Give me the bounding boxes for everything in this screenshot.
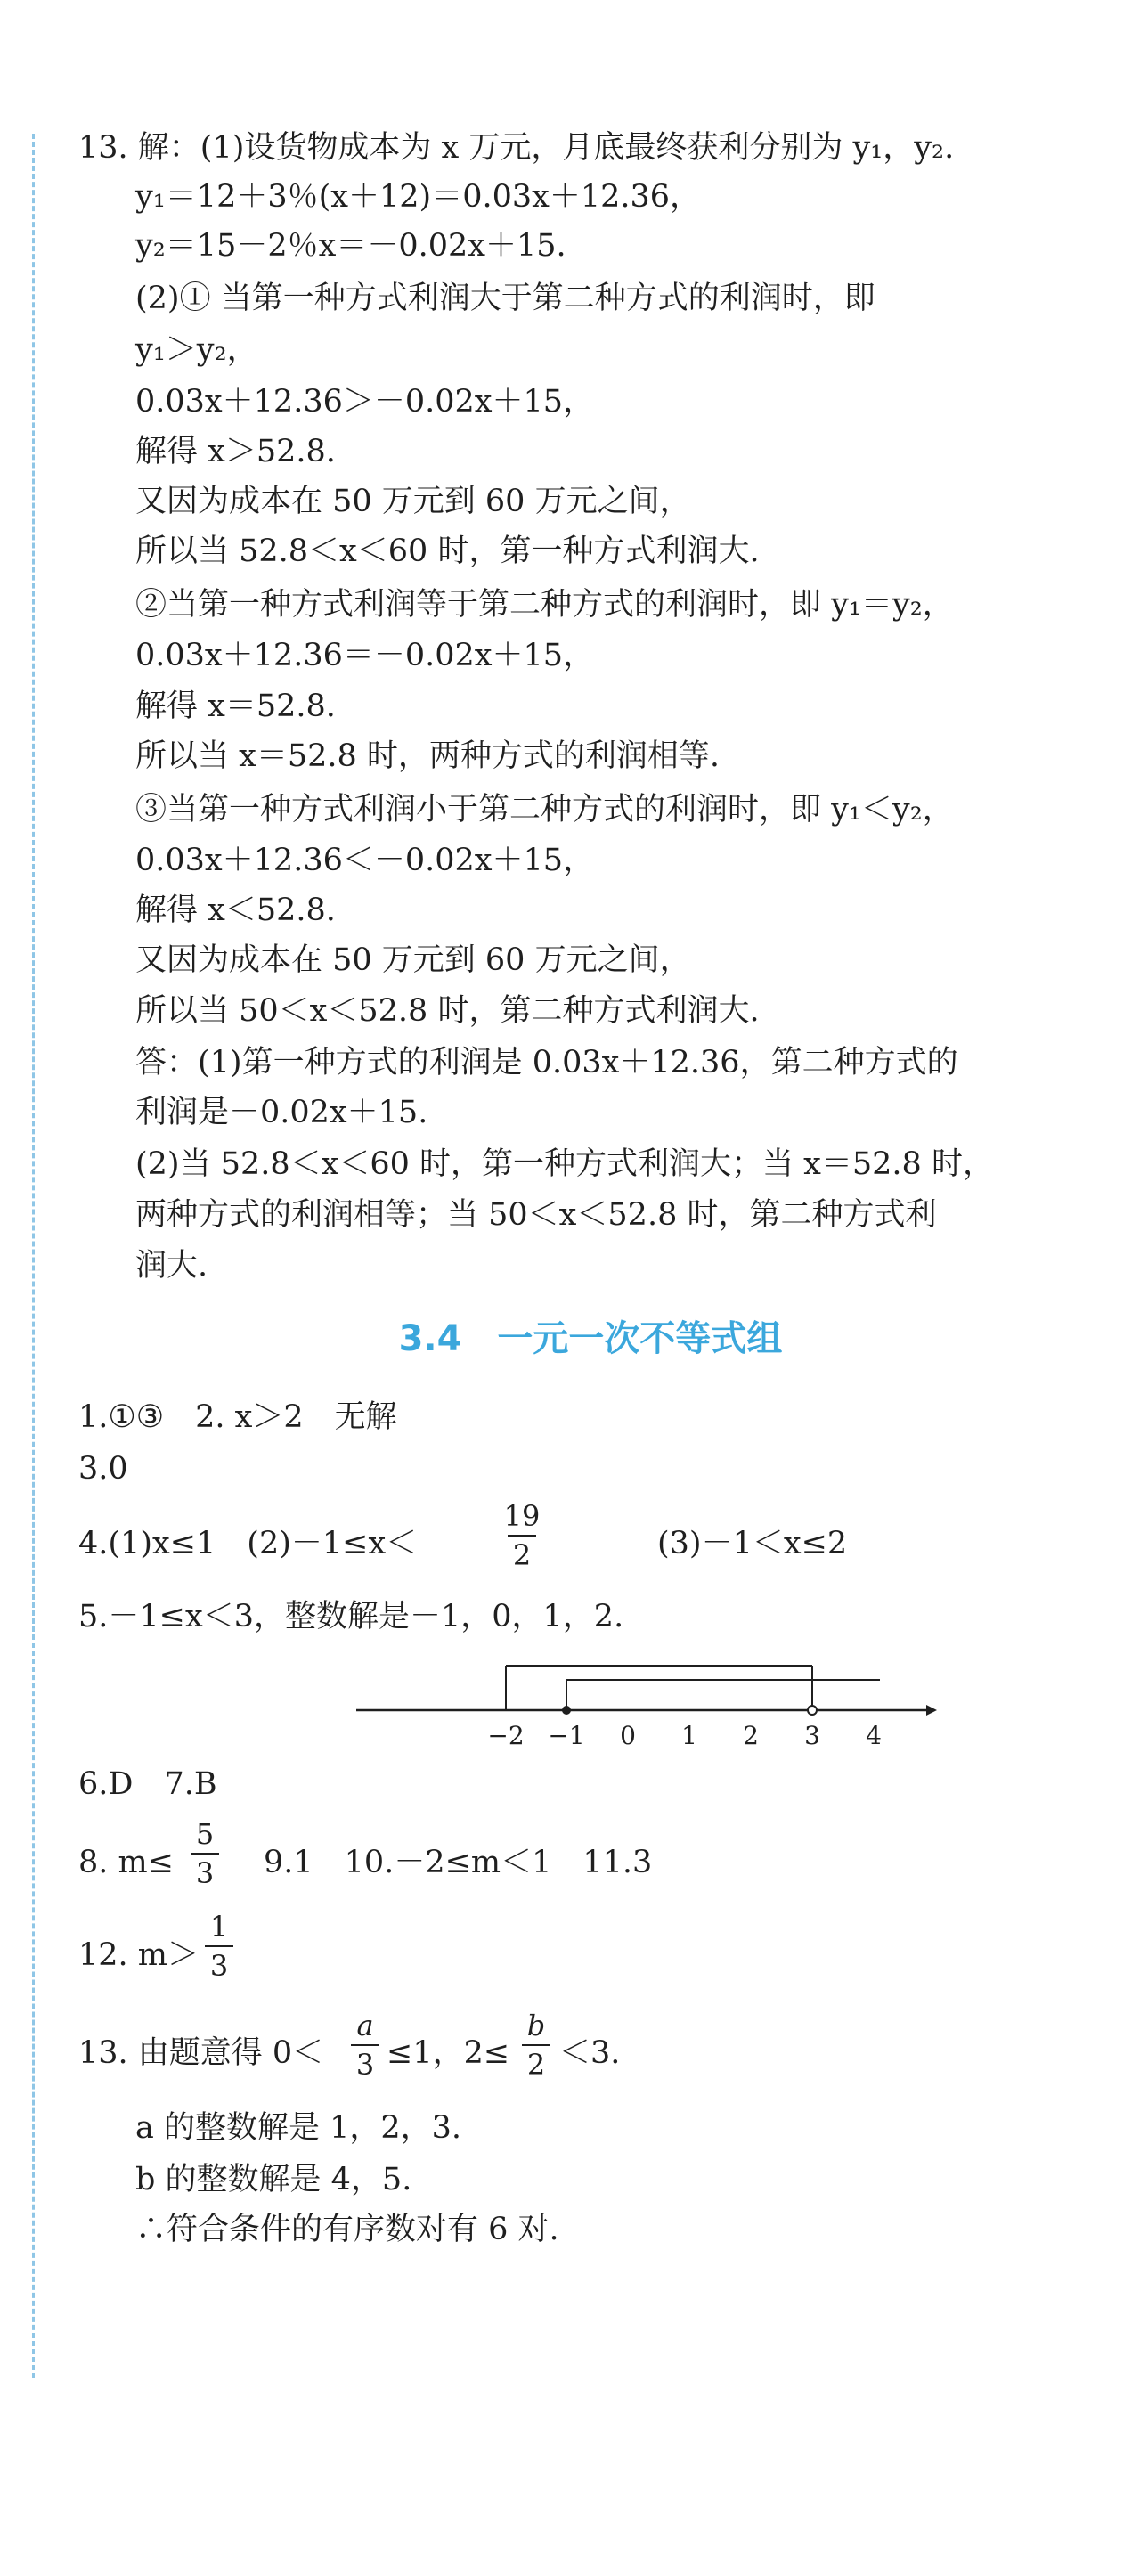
q13-line-13: 所以当 x＝52.8 时，两种方式的利润相等. [135,738,721,774]
fraction-denominator: 3 [195,1856,215,1890]
q13-line-16: 解得 x＜52.8. [135,893,336,928]
q13-line-9: 所以当 52.8＜x＜60 时，第一种方式利润大. [135,534,760,569]
q13-line-12: 解得 x＝52.8. [135,689,336,724]
answer-4-part2: (3)－1＜x≤2 [657,1526,848,1561]
tick-label: 1 [681,1721,697,1750]
section-title: 3.4 一元一次不等式组 [398,1318,783,1359]
q13-line-4: (2)① 当第一种方式利润大于第二种方式的利润时，即 [135,281,875,316]
fraction-numerator: 19 [503,1499,541,1533]
fraction-numerator: 5 [195,1817,215,1851]
fraction-numerator: 1 [209,1910,229,1944]
fraction-19-2 [502,1499,542,1574]
margin-dashed-line [32,134,35,2378]
answer-12-prefix: 12. m＞ [78,1937,199,1973]
q13-line-14: ③当第一种方式利润小于第二种方式的利润时，即 y₁＜y₂， [135,792,954,827]
fraction-bar [191,1853,219,1855]
q13-line-1: 13. 解：(1)设货物成本为 x 万元，月底最终获利分别为 y₁，y₂. [78,130,955,166]
answer-13-prefix: 13. 由题意得 0＜ [78,2035,324,2071]
fraction-denominator: 3 [355,2048,375,2082]
fraction-bar [351,2044,379,2046]
answer-8-rest: 9.1 10.－2≤m＜1 11.3 [264,1845,653,1880]
fraction-bar [522,2044,550,2046]
closed-point-icon [562,1706,571,1715]
q13-line-10: ②当第一种方式利润等于第二种方式的利润时，即 y₁＝y₂， [135,587,954,623]
q13-line-8: 又因为成本在 50 万元到 60 万元之间， [135,484,691,519]
axis-arrow-icon [926,1705,937,1716]
q13-line-2: y₁＝12＋3％(x＋12)＝0.03x＋12.36， [135,179,702,215]
tick-label: 3 [804,1721,820,1750]
answer-13-line-3: b 的整数解是 4，5. [135,2162,412,2197]
fraction-bar [205,1945,233,1947]
answer-1-2: 1.①③ 2. x＞2 无解 [78,1399,397,1435]
answer-13-line-2: a 的整数解是 1，2，3. [135,2110,462,2146]
q13-line-7: 解得 x＞52.8. [135,434,336,469]
answer-6-7: 6.D 7.B [78,1766,217,1802]
q13-line-11: 0.03x＋12.36＝－0.02x＋15， [135,638,595,673]
fraction-denominator: 2 [526,2048,546,2082]
tick-label: 0 [620,1721,636,1750]
fraction-numerator: a [356,2009,374,2042]
q13-line-17: 又因为成本在 50 万元到 60 万元之间， [135,942,691,978]
open-point-icon [808,1706,817,1715]
answer-3: 3.0 [78,1451,128,1487]
q13-line-5: y₁＞y₂， [135,332,258,368]
answer-13-mid: ≤1，2≤ [387,2035,510,2071]
answer-13-line-4: ∴符合条件的有序数对有 6 对. [135,2212,559,2247]
q13-line-3: y₂＝15－2％x＝－0.02x＋15. [135,228,566,264]
answer-13-end: ＜3. [559,2035,621,2071]
answer-4-part1: 4.(1)x≤1 (2)－1≤x＜ [78,1526,418,1561]
q13-line-22: 两种方式的利润相等；当 50＜x＜52.8 时，第二种方式利 [135,1197,937,1233]
q13-line-20: 利润是－0.02x＋15. [135,1095,428,1130]
tick-label: −1 [548,1721,585,1750]
tick-label: −2 [487,1721,525,1750]
fraction-denominator: 3 [209,1949,229,1983]
q13-line-18: 所以当 50＜x＜52.8 时，第二种方式利润大. [135,993,760,1029]
answer-5: 5.－1≤x＜3，整数解是－1，0，1，2. [78,1599,624,1634]
q13-line-23: 润大. [135,1248,208,1284]
q13-line-6: 0.03x＋12.36＞－0.02x＋15， [135,384,595,420]
q13-line-15: 0.03x＋12.36＜－0.02x＋15， [135,843,595,878]
fraction-denominator: 2 [512,1538,532,1572]
tick-label: 2 [743,1721,759,1750]
fraction-bar [508,1535,536,1537]
fraction-b-2 [517,2009,556,2083]
fraction-a-3 [346,2009,385,2083]
number-line [356,1635,944,1751]
fraction-numerator: b [526,2009,546,2042]
tick-label: 4 [866,1721,882,1750]
q13-line-21: (2)当 52.8＜x＜60 时，第一种方式利润大；当 x＝52.8 时， [135,1146,994,1182]
answer-8-prefix: 8. m≤ [78,1845,175,1880]
fraction-5-3 [185,1817,224,1892]
fraction-1-3 [200,1910,239,1985]
q13-line-19: 答：(1)第一种方式的利润是 0.03x＋12.36，第二种方式的 [135,1045,958,1080]
